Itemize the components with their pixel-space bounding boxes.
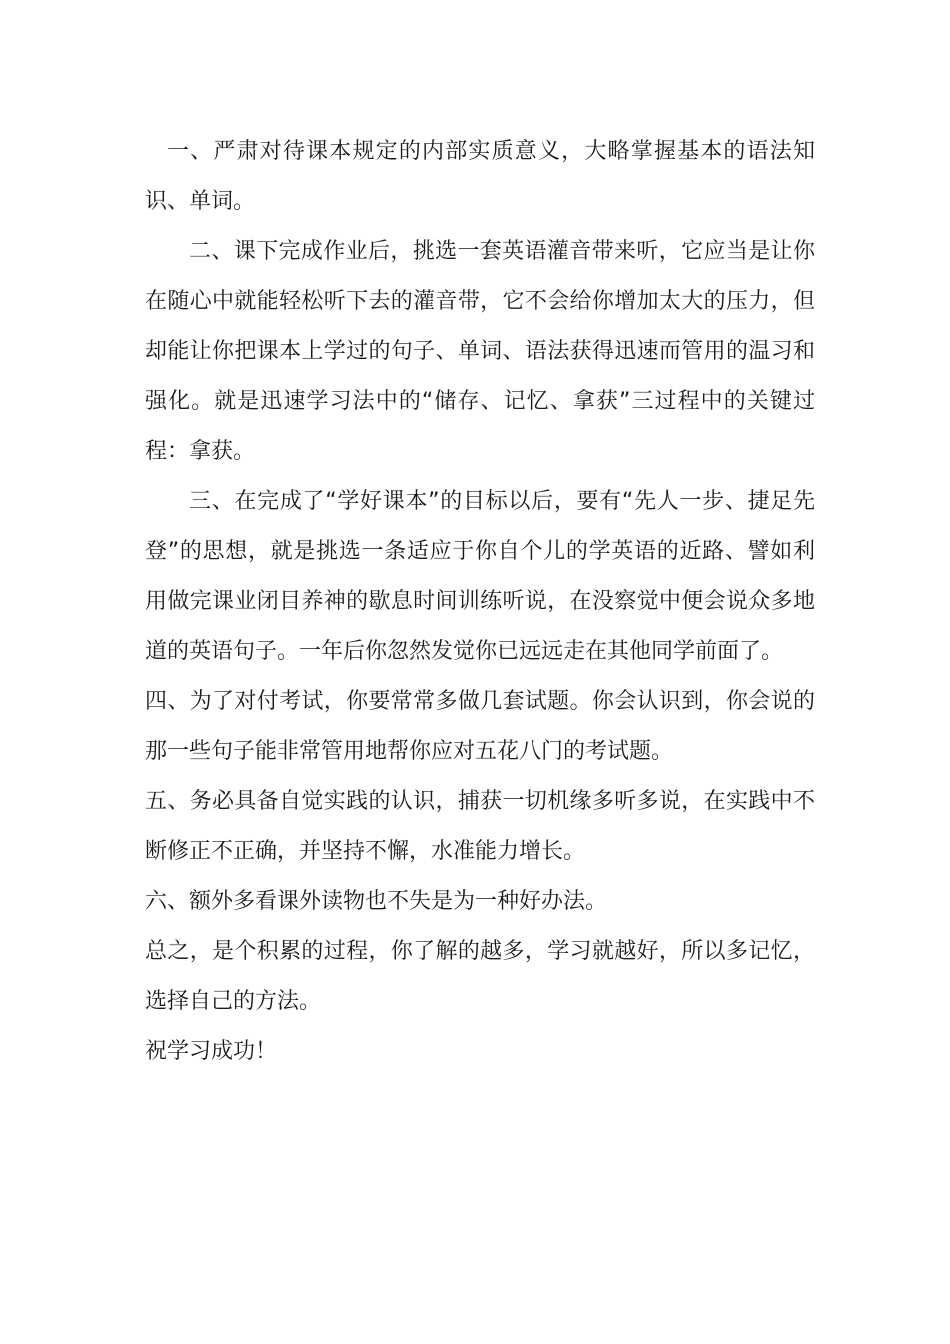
document-body (145, 127, 815, 1077)
paragraph-8: 祝学习成功！ (145, 1039, 278, 1064)
paragraph-6: 六、额外多看课外读物也不失是为一种好办法。 (145, 889, 608, 914)
paragraph-4: 四、为了对付考试，你要常常多做几套试题。你会认识到，你会说的那一些句子能非常管用地帮你应对五花八门的考试题。 (145, 689, 815, 764)
paragraph-5: 五、务必具备自觉实践的认识，捕获一切机缘多听多说，在实践中不断修正不正确，并坚持不懈，水准能力增长。 (145, 789, 815, 864)
paragraph-2: 二、课下完成作业后，挑选一套英语灌音带来听，它应当是让你在随心中就能轻松听下去的灌音带，它不会给你增加太大的压力，但却能让你把课本上学过的句子、单词、语法获得迅速而管用的温习和强化。就是迅速学习法中的“储存、记忆、拿获”三过程中的关键过程：拿获。 (145, 239, 815, 464)
paragraph-3: 三、在完成了“学好课本”的目标以后，要有“先人一步、捷足先登”的思想，就是挑选一条适应于你自个儿的学英语的近路、譬如利用做完课业闭目养神的歇息时间训练听说，在没察觉中便会说众多地道的英语句子。一年后你忽然发觉你已远远走在其他同学前面了。 (145, 489, 815, 664)
paragraph-1: 一、严肃对待课本规定的内部实质意义，大略掌握基本的语法知识、单词。 (145, 139, 815, 214)
paragraph-7: 总之，是个积累的过程，你了解的越多，学习就越好，所以多记忆，选择自己的方法。 (145, 939, 815, 1014)
